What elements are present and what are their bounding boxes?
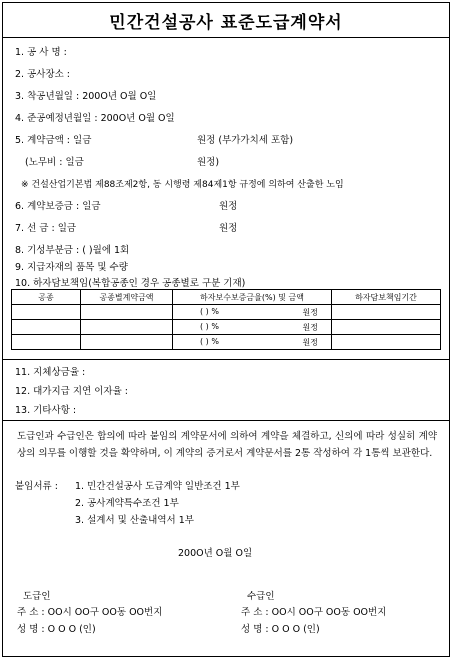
contractor-name: 성 명 : O O O (인) bbox=[17, 624, 96, 635]
contractor-address: 주 소 : OO시 OO구 OO동 OO번지 bbox=[17, 607, 163, 618]
table-row bbox=[12, 320, 441, 335]
item-other-matters: 13. 기타사항 : bbox=[15, 405, 77, 416]
section-divider bbox=[3, 420, 449, 421]
attachment-item: 1. 민간건설공사 도급계약 일반조건 1부 bbox=[75, 481, 240, 492]
subcontractor-title: 수급인 bbox=[247, 591, 275, 602]
item-labor-cost-note: 원정) bbox=[197, 157, 220, 168]
item-advance-payment-label: 7. 선 금 : 일금 bbox=[15, 223, 77, 234]
bond-percent: ( ) % bbox=[200, 321, 219, 331]
agreement-paragraph: 도급인과 수급인은 합의에 따라 붙임의 계약문서에 의하여 계약을 체결하고, 신의에 따라 성실히 계약상의 의무를 이행할 것을 확약하며, 이 계약의 증거로서 계약문서를 2통 작성하여 각 1통씩 보관한다. bbox=[17, 431, 437, 459]
bond-percent: ( ) % bbox=[200, 336, 219, 346]
table-row bbox=[12, 305, 441, 320]
contractor-title: 도급인 bbox=[23, 591, 51, 602]
bond-won: 원정 bbox=[302, 337, 318, 347]
attachments-label: 붙임서류 : bbox=[15, 481, 58, 492]
bond-won: 원정 bbox=[302, 322, 318, 332]
item-project-location: 2. 공사장소 : bbox=[15, 69, 71, 80]
item-project-name: 1. 공 사 명 : bbox=[15, 47, 67, 58]
item-progress-payment: 8. 기성부분금 : ( )월에 1회 bbox=[15, 245, 130, 256]
bond-percent: ( ) % bbox=[200, 306, 219, 316]
item-supplied-materials: 9. 지급자재의 품목 및 수량 bbox=[15, 262, 128, 273]
item-performance-bond-label: 6. 계약보증금 : 일금 bbox=[15, 201, 101, 212]
item-contract-amount-label: 5. 계약금액 : 일금 bbox=[15, 135, 92, 146]
item-performance-bond-note: 원정 bbox=[219, 201, 238, 212]
item-contract-amount-note: 원정 (부가가치세 포함) bbox=[197, 135, 294, 146]
item-labor-cost-label: (노무비 : 일금 bbox=[25, 157, 84, 168]
header-liability-period: 하자담보책임기간 bbox=[332, 290, 441, 305]
defect-liability-table bbox=[11, 289, 441, 350]
contract-document bbox=[2, 2, 450, 657]
subcontractor-address: 주 소 : OO시 OO구 OO동 OO번지 bbox=[241, 607, 387, 618]
item-start-date: 3. 착공년월일 : 200O년 O월 O일 bbox=[15, 91, 157, 102]
item-labor-cost-basis: ※ 건설산업기본법 제88조제2항, 동 시행령 제84제1항 규정에 의하여 산출한 노임 bbox=[21, 180, 344, 190]
header-bond-rate: 하자보수보증금율(%) 및 금액 bbox=[173, 290, 332, 305]
bond-won: 원정 bbox=[302, 307, 318, 317]
item-late-interest: 12. 대가지급 지연 이자율 : bbox=[15, 386, 128, 397]
item-completion-date: 4. 준공예정년월일 : 200O년 O월 O일 bbox=[15, 113, 175, 124]
document-title: 민간건설공사 표준도급계약서 bbox=[3, 3, 449, 38]
attachment-item: 2. 공사계약특수조건 1부 bbox=[75, 498, 179, 509]
contract-date: 200O년 O월 O일 bbox=[178, 548, 253, 559]
attachment-item: 3. 설계서 및 산출내역서 1부 bbox=[75, 515, 194, 526]
section-divider bbox=[3, 359, 449, 360]
item-defect-liability: 10. 하자담보책임(복합공종인 경우 공종별로 구분 기재) bbox=[15, 278, 246, 289]
item-delay-penalty: 11. 지체상금율 : bbox=[15, 367, 86, 378]
header-work-type: 공종 bbox=[12, 290, 81, 305]
header-contract-amount: 공종별계약금액 bbox=[81, 290, 173, 305]
subcontractor-name: 성 명 : O O O (인) bbox=[241, 624, 320, 635]
table-row bbox=[12, 335, 441, 350]
item-advance-payment-note: 원정 bbox=[219, 223, 238, 234]
